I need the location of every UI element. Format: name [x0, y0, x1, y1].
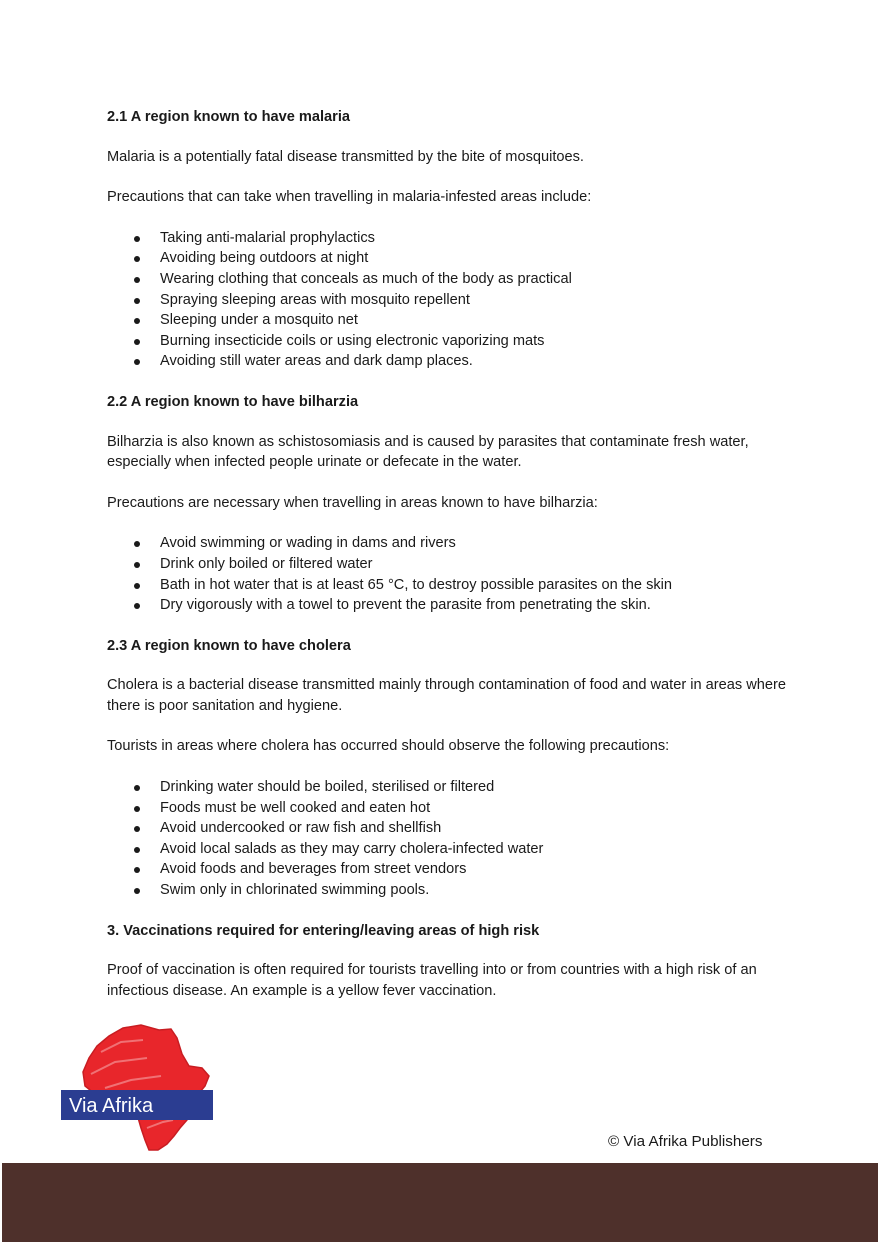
via-afrika-logo: [61, 1024, 213, 1156]
list-item: Avoiding being outdoors at night: [107, 248, 787, 269]
list-item: Drinking water should be boiled, sterilised or filtered: [107, 777, 787, 798]
list-item: Avoid undercooked or raw fish and shellfish: [107, 818, 787, 839]
paragraph: Cholera is a bacterial disease transmitted mainly through contamination of food and water in areas where there is poor sanitation and hygiene.: [107, 677, 786, 714]
list-item: Spraying sleeping areas with mosquito repellent: [107, 290, 787, 311]
list-item: Sleeping under a mosquito net: [107, 310, 787, 331]
list-item: Foods must be well cooked and eaten hot: [107, 798, 787, 819]
precaution-list: [107, 777, 787, 901]
precaution-list: [107, 228, 787, 372]
section-malaria: [107, 107, 787, 372]
paragraph: Proof of vaccination is often required for tourists travelling into or from countries with a high risk of an infectious disease. An example is a yellow fever vaccination.: [107, 962, 757, 999]
list-item: Avoiding still water areas and dark damp places.: [107, 351, 787, 372]
list-item: Avoid foods and beverages from street vendors: [107, 859, 787, 880]
list-item: Burning insecticide coils or using electronic vaporizing mats: [107, 331, 787, 352]
paragraph: Malaria is a potentially fatal disease transmitted by the bite of mosquitoes.: [107, 148, 584, 165]
paragraph: Precautions are necessary when travelling in areas known to have bilharzia:: [107, 494, 598, 511]
section-heading: 2.1 A region known to have malaria: [107, 109, 351, 125]
list-item: Avoid swimming or wading in dams and rivers: [107, 533, 787, 554]
copyright-notice: © Via Afrika Publishers: [608, 1133, 763, 1150]
footer-band: [2, 1163, 878, 1242]
list-item: Swim only in chlorinated swimming pools.: [107, 880, 787, 901]
section-heading: 3. Vaccinations required for entering/leaving areas of high risk: [107, 922, 540, 939]
list-item: Wearing clothing that conceals as much of the body as practical: [107, 269, 787, 290]
list-item: Avoid local salads as they may carry cholera-infected water: [107, 839, 787, 860]
list-item: Bath in hot water that is at least 65 °C, to destroy possible parasites on the skin: [107, 575, 787, 596]
logo-text: Via Afrika: [69, 1095, 154, 1117]
list-item: Dry vigorously with a towel to prevent the parasite from penetrating the skin.: [107, 595, 787, 616]
document-body: [107, 107, 787, 1021]
list-item: Taking anti-malarial prophylactics: [107, 228, 787, 249]
paragraph: Bilharzia is also known as schistosomiasis and is caused by parasites that contaminate fresh water, especially when infected people urinate or defecate in the water.: [107, 433, 749, 471]
section-bilharzia: [107, 392, 787, 616]
section-heading: 2.3 A region known to have cholera: [107, 637, 351, 654]
africa-map-icon: [61, 1024, 213, 1156]
section-vaccinations: [107, 921, 787, 1002]
paragraph: Tourists in areas where cholera has occurred should observe the following precautions:: [107, 738, 670, 755]
section-cholera: [107, 636, 787, 901]
paragraph: Precautions that can take when travelling in malaria-infested areas include:: [107, 189, 592, 206]
precaution-list: [107, 533, 787, 615]
section-heading: 2.2 A region known to have bilharzia: [107, 393, 359, 410]
list-item: Drink only boiled or filtered water: [107, 554, 787, 575]
